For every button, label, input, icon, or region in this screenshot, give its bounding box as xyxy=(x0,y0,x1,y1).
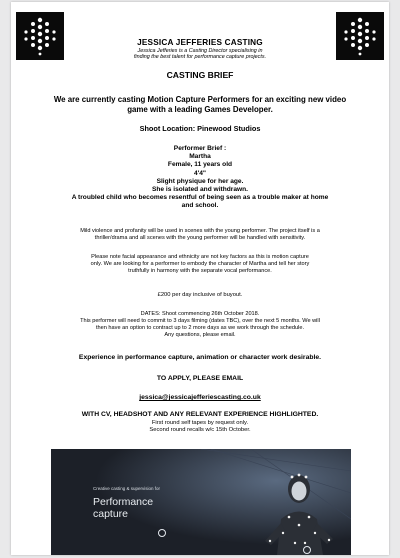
dot-pattern-icon xyxy=(336,12,384,60)
content-note xyxy=(17,228,383,242)
company-logo-right xyxy=(336,12,384,60)
banner-caption: Creative casting & supervision for xyxy=(93,486,161,491)
promo-banner xyxy=(51,449,351,555)
ring-icon xyxy=(303,546,311,554)
company-header xyxy=(71,38,329,61)
dates-line: Any questions, please email. xyxy=(164,332,236,338)
shoot-location: Shoot Location: Pinewood Studios xyxy=(139,124,261,133)
round-one-info: First round self tapes by request only. xyxy=(151,420,249,426)
appearance-note xyxy=(17,254,383,275)
banner-headline xyxy=(93,496,153,520)
character-description: and school. xyxy=(181,202,219,210)
company-name: JESSICA JEFFERIES CASTING xyxy=(137,38,263,47)
character-temperament: She is isolated and withdrawn. xyxy=(152,186,248,194)
dates-line: then have an option to contract up to 2 more days as we work through the schedule. xyxy=(95,325,305,331)
intro-line: game with a leading Games Developer. xyxy=(127,105,273,114)
company-logo-left xyxy=(16,12,64,60)
character-physique: Slight physique for her age. xyxy=(156,177,244,185)
character-name: Martha xyxy=(189,153,211,161)
appearance-note-line: only. We are looking for a performer to embody the character of Martha and tell her story xyxy=(90,261,310,267)
dates-section xyxy=(17,311,383,339)
fee-text: £200 per day inclusive of buyout. xyxy=(157,292,243,298)
appearance-note-line: truthfully in harmony with the separate vocal performance. xyxy=(128,268,272,274)
dot-pattern-icon xyxy=(16,12,64,60)
character-description: A troubled child who becomes resentful of being seen as a trouble maker at home xyxy=(71,194,329,202)
performer-brief-heading: Performer Brief : xyxy=(173,145,227,152)
tagline-line: finding the best talent for performance capture projects. xyxy=(133,54,267,61)
tagline-line: Jessica Jefferies is a Casting Director specialising in xyxy=(137,48,263,54)
performer-brief xyxy=(17,145,383,211)
content-note-line: Mild violence and profanity will be used in scenes with the young performer. The project itself is a xyxy=(80,228,320,234)
dates-line: DATES: Shoot commencing 26th October 2018. xyxy=(140,311,260,317)
banner-headline-line: Performance xyxy=(93,496,154,508)
ring-icon xyxy=(158,529,166,537)
character-age: Female, 11 years old xyxy=(167,161,233,169)
round-two-info: Second round recalls w/c 15th October. xyxy=(149,427,251,433)
banner-headline-line: capture xyxy=(93,508,129,520)
character-height: 4'4" xyxy=(193,169,207,177)
company-tagline xyxy=(71,48,329,61)
casting-brief-page xyxy=(11,2,389,555)
content-note-line: thriller/drama and all scenes with the young performer will be handled with sensitivity. xyxy=(94,235,306,241)
experience-note: Experience in performance capture, animation or character work desirable. xyxy=(78,354,322,361)
brief-title: CASTING BRIEF xyxy=(166,70,234,80)
dates-line: This performer will need to commit to 3 days filming (dates TBC), over the next 5 months. We will xyxy=(80,318,320,324)
apply-instructions: WITH CV, HEADSHOT AND ANY RELEVANT EXPERIENCE HIGHLIGHTED. xyxy=(81,411,319,418)
intro-paragraph xyxy=(17,95,383,115)
apply-email-link[interactable]: jessica@jessicajefferiescasting.co.uk xyxy=(139,394,261,401)
rounds-info xyxy=(17,420,383,434)
intro-line: We are currently casting Motion Capture Performers for an exciting new video xyxy=(53,95,347,104)
appearance-note-line: Please note facial appearance and ethnicity are not key factors as this is motion capture xyxy=(91,254,309,260)
apply-heading: TO APPLY, PLEASE EMAIL xyxy=(156,375,244,382)
